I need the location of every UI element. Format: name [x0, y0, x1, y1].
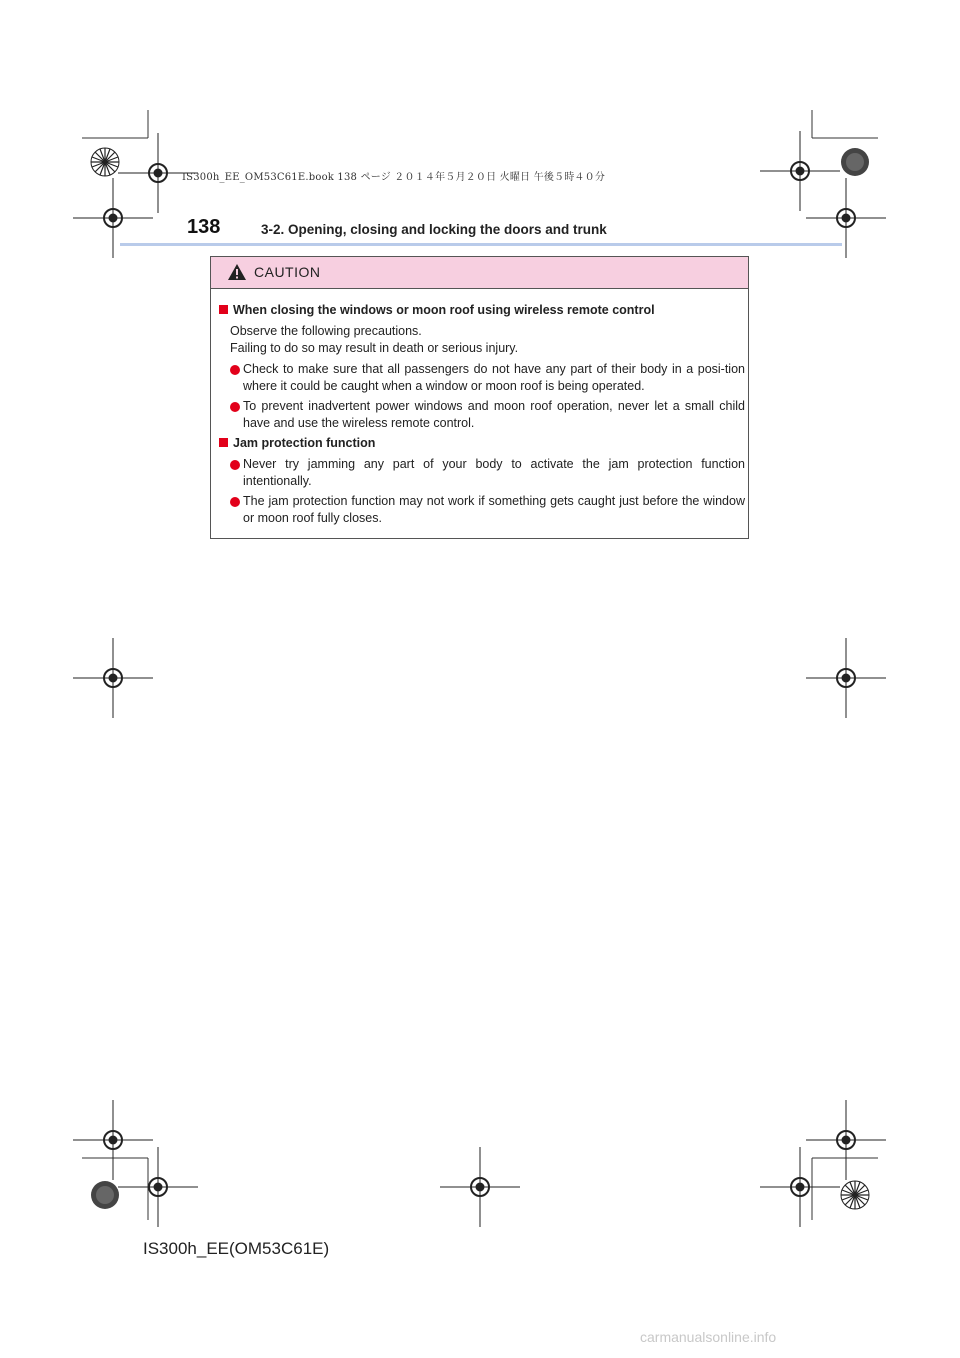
bullet-dot-icon — [230, 365, 240, 375]
bullet-dot-icon — [230, 460, 240, 470]
warning-triangle-icon — [227, 263, 247, 281]
bullet-item: Never try jamming any part of your body to activate the jam protection function intentionally. — [230, 456, 745, 490]
red-square-icon — [219, 438, 228, 447]
caution-label: CAUTION — [254, 264, 321, 280]
body-line: Observe the following precautions. — [230, 324, 422, 338]
caution-box — [210, 256, 749, 539]
section-heading: When closing the windows or moon roof using wireless remote control — [219, 302, 655, 319]
body-line: Failing to do so may result in death or serious injury. — [230, 341, 519, 355]
bullet-dot-icon — [230, 402, 240, 412]
bullet-item: The jam protection function may not work if something gets caught just before the window or moon roof fully closes. — [230, 493, 745, 527]
section-heading: Jam protection function — [219, 435, 375, 452]
bullet-dot-icon — [230, 497, 240, 507]
red-square-icon — [219, 305, 228, 314]
header-rule — [120, 243, 842, 246]
bullet-item: Check to make sure that all passengers do not have any part of their body in a posi-tion where it could be caught when a window or moon roof is being operated. — [230, 361, 745, 395]
book-print-info: IS300h_EE_OM53C61E.book 138 ページ ２０１４年５月２０日 火曜日 午後５時４０分 — [182, 172, 606, 183]
model-code: IS300h_EE(OM53C61E) — [143, 1239, 330, 1258]
bullet-item: To prevent inadvertent power windows and moon roof operation, never let a small child have and use the wireless remote control. — [230, 398, 745, 432]
watermark[interactable]: carmanualsonline.info — [640, 1329, 777, 1345]
page-number: 138 — [187, 216, 221, 238]
caution-header — [211, 257, 748, 289]
section-title: 3-2. Opening, closing and locking the doors and trunk — [261, 222, 607, 237]
